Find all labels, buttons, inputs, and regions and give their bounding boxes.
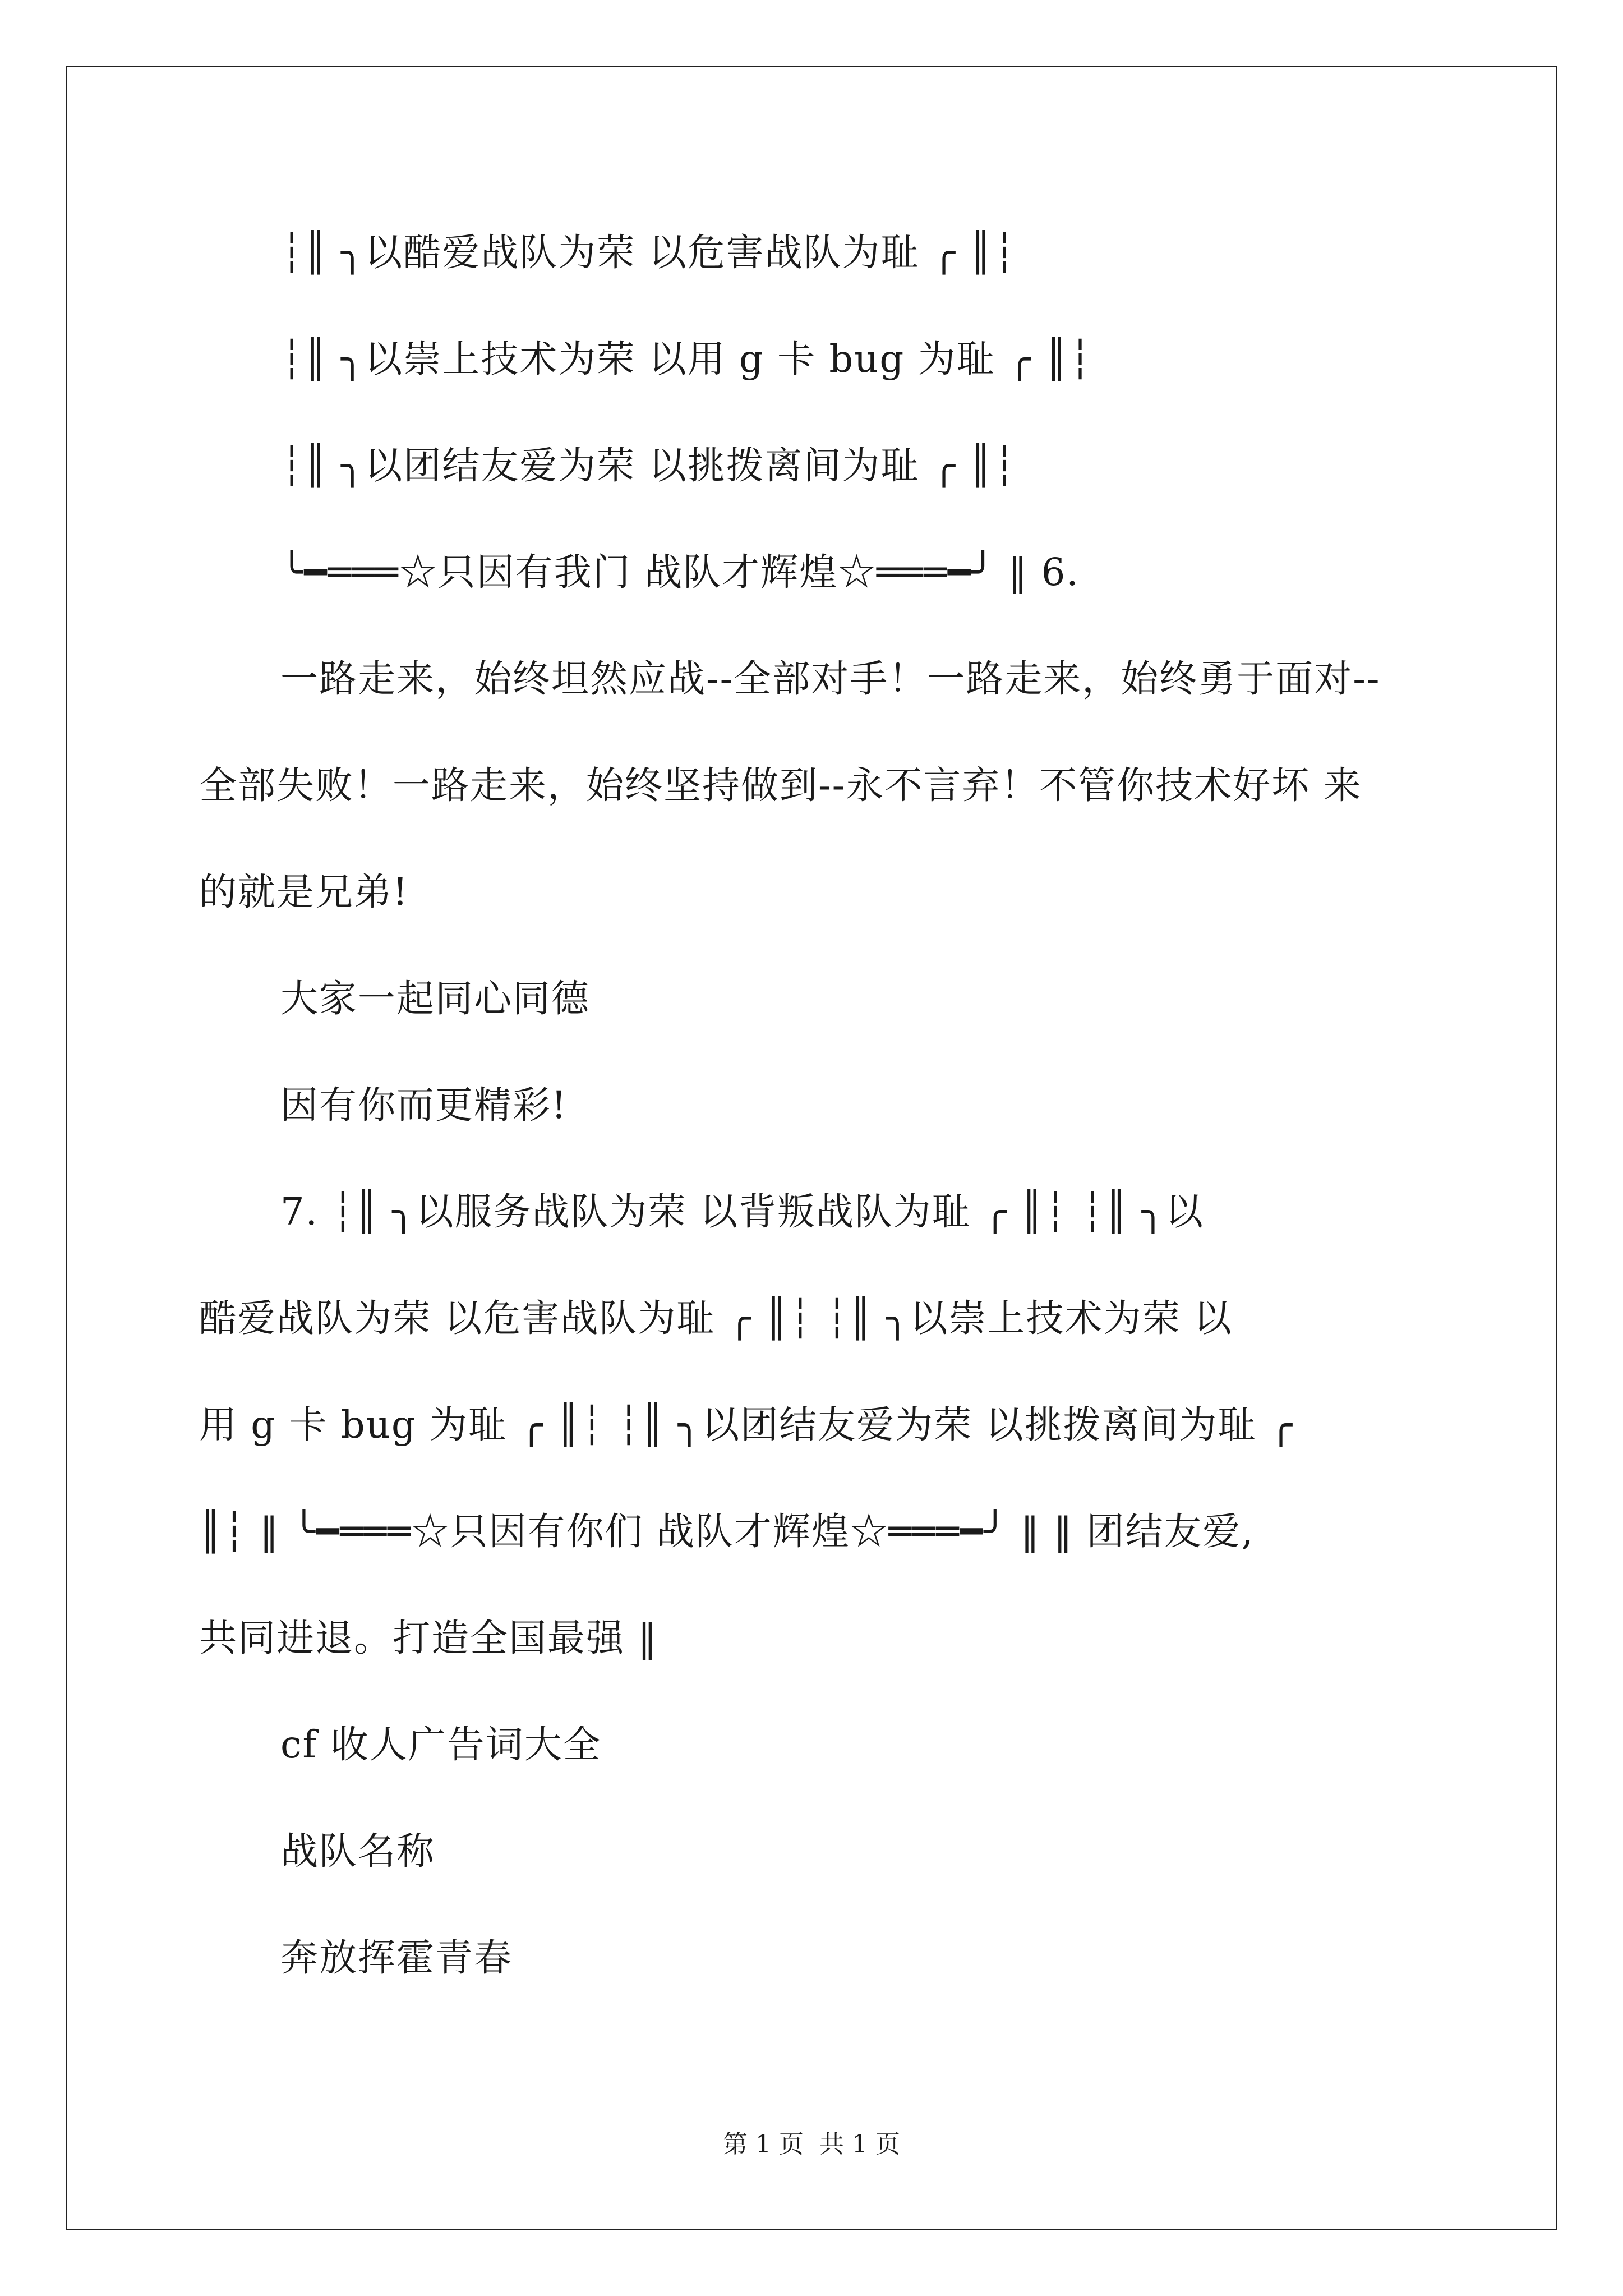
paragraph-line: 因有你而更精彩! bbox=[280, 1083, 568, 1127]
paragraph-line: 的就是兄弟! bbox=[199, 870, 409, 914]
paragraph-line: 一路走来，始终坦然应战--全部对手！一路走来，始终勇于面对-- bbox=[280, 657, 1381, 701]
paragraph-line: 共同进退。打造全国最强 ‖ bbox=[199, 1616, 658, 1660]
heading-line: 奔放挥霍青春 bbox=[280, 1936, 513, 1980]
paragraph-line: 用 g 卡 bug 为耻 ╭ ║┆ ┆║ ╮以团结友爱为荣 以挑拨离间为耻 ╭ bbox=[199, 1403, 1294, 1447]
text-line: ┆║ ╮以团结友爱为荣 以挑拨离间为耻 ╭ ║┆ bbox=[280, 444, 1017, 487]
paragraph-line: ║┆ ‖ ╰━═══☆只因有你们 战队才辉煌☆═══━╯ ‖ ‖ 团结友爱, bbox=[199, 1510, 1255, 1553]
page-border bbox=[66, 66, 1557, 2230]
page-footer: 第 1 页 共 1 页 bbox=[723, 2130, 900, 2159]
heading-line: 战队名称 bbox=[280, 1829, 435, 1873]
paragraph-line: 大家一起同心同德 bbox=[280, 977, 590, 1020]
text-line: ╰━═══☆只因有我门 战队才辉煌☆═══━╯ ‖ 6. bbox=[280, 550, 1080, 594]
heading-line: cf 收人广告词大全 bbox=[280, 1723, 602, 1766]
paragraph-line: 7. ┆║ ╮以服务战队为荣 以背叛战队为耻 ╭ ║┆ ┆║ ╮以 bbox=[280, 1190, 1205, 1234]
text-line: ┆║ ╮以酷爱战队为荣 以危害战队为耻 ╭ ║┆ bbox=[280, 231, 1017, 274]
paragraph-line: 酷爱战队为荣 以危害战队为耻 ╭ ║┆ ┆║ ╮以崇上技术为荣 以 bbox=[199, 1296, 1233, 1340]
paragraph-line: 全部失败！一路走来，始终坚持做到--永不言弃！不管你技术好坏 来 bbox=[199, 763, 1362, 807]
text-line: ┆║ ╮以崇上技术为荣 以用 g 卡 bug 为耻 ╭ ║┆ bbox=[280, 337, 1093, 381]
